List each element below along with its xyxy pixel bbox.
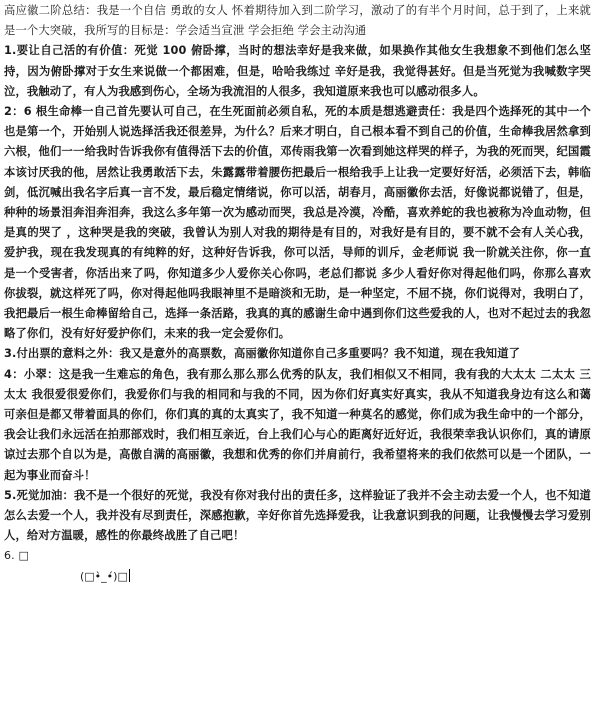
section-1-value: 1.要让自己活的有价值：死觉 100 俯卧撑，当时的想法幸好是我来做，如果换作其他女生我想象不到他们怎么坚持，因为俯卧撑对于女生来说做一个都困难，但是，哈哈我练过 辛好是我，我觉得甚好。但是当死觉为我喊数字哭泣，我触动了，有人为我感到伤心，全场为我流泪的人很多，我知道原来我也可以感动很多人。 [4, 44, 591, 98]
intro-paragraph: 高应徽二阶总结：我是一个自信 勇敢的女人 怀着期待加入到二阶学习，激动了的有半个月时间，总于到了，上来就是一个大突破，我所写的目标是：学会适当宣泄 学会拒绝 学会主动沟通 [4, 4, 591, 38]
section-6-line: 6. □ [4, 549, 29, 563]
section-5-sijue: 5.死觉加油：我不是一个很好的死觉，我没有你对我付出的责任多，这样验证了我并不会主动去爱一个人，也不知道怎么去爱一个人，我并没有尽到责任，深感抱歉，辛好你首先选择爱我，让我意识到我的问题，让我慢慢去学习爱别人，给对方温暖，感性的你最终战胜了自己吧！ [4, 488, 591, 543]
emoticon-text: (□•̀_•́)□ [80, 570, 128, 584]
section-3-votes: 3.付出票的意料之外：我又是意外的高票数，高丽徽你知道你自己多重要吗？我不知道，现在我知道了 [4, 347, 521, 361]
text-cursor [129, 569, 130, 582]
section-2-life-sticks: 2：6 根生命棒一自己首先要认可自己，在生死面前必须自私，死的本质是想逃避责任：我是四个选择死的其中一个也是第一个，开始别人说选择活我还很差异，为什么？后来才明白，自己根本看不到自己的价值，生命棒我居然拿到六根，他们一一给我时告诉我你有值得活下去的价值，邓传雨我第一次看到她这样哭的样子，为我的死而哭，纪国霞本该讨厌我的他，居然让我勇敢活下去，朱露露带着腰伤把最后一根给我手上让我一定要好好活，必须活下去，韩临剑，低沉喊出我名字后真一言不发，最后稳定情绪说，你可以活，胡春月，高丽徽你去活，好像说都说错了，但是，种种的场景泪奔泪奔泪奔，我这么多年第一次为感动而哭，我总是冷漠，冷酷，喜欢养蛇的我也被称为冷血动物，但是真的哭了 ，这种哭是我的突破，我曾认为别人对我的期待是有目的，对我好是有目的，要不就不会有人关心我，爱护我，现在我发现真的有纯粹的好，这种好告诉我，你可以活，导师的训斥，金老师说 我一阶就关注你，你一直是一个受害者，你活出来了吗，你知道多少人爱你关心你吗，老总们都说 多少人看好你对得起他们吗，你那么喜欢你拔裂，就这样死了吗，你对得起他吗我眼神里不是暗淡和无助，是一种坚定，不屈不挠，你们说得对，我明白了，我把最后一根生命棒留给自己，选择一条活路，我真的真的感谢生命中遇到你们这些爱我的人，也对不起过去的我忽略了你们，没有好好爱护你们，未来的我一定会爱你们。 [4, 105, 591, 341]
section-4-xiaocui: 4：小翠：这是我一生难忘的角色，我有那么那么那么优秀的队友，我们相似又不相同，我有我的大太太 二太太 三太太 我很爱很爱你们，我爱你们与我的相同和与我的不同，因为你们好真实好真实，我从不知道我身边有这么和蔼可亲但是都又带着面具的你们，你们真的真的太真实了，我不知道一种莫名的感觉，你们成为我生命中的一个部分，我会让我们永远活在拍那部戏时，我们相互亲近，台上我们心与心的距离好近好近，我很荣幸我认识你们，真的请原谅过去那个自以为是，高傲自满的高丽徽，我想和优秀的你们并肩前行，我希望将来的我们依然可以是一个团队，一起为事业而奋斗！ [4, 367, 591, 482]
emoticon-line[interactable] [4, 567, 591, 587]
